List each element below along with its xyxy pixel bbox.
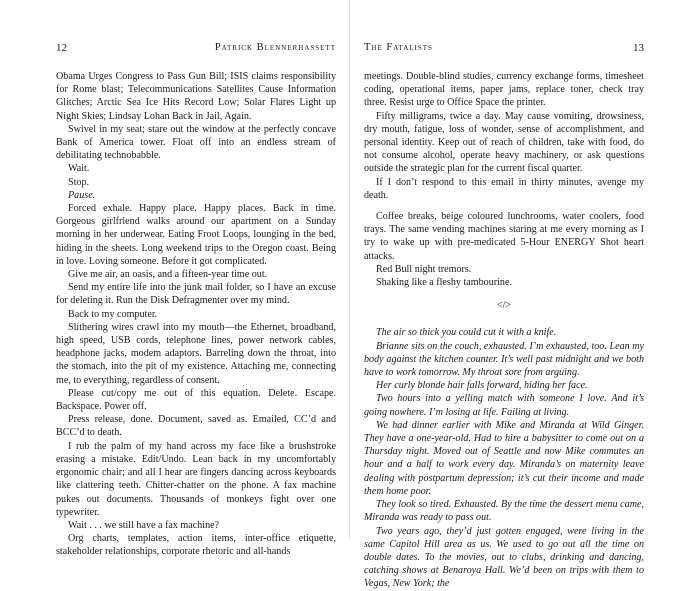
paragraph: Back to my computer. bbox=[68, 308, 158, 320]
paragraph: Stop. bbox=[68, 176, 90, 188]
paragraph: Wait . . . we still have a fax machine? bbox=[68, 519, 220, 531]
paragraph: Send my entire life into the junk mail folder, so I have an excuse for deleting it. Run the Disk Defragmenter over my mind. bbox=[56, 282, 336, 307]
paragraph: Coffee breaks, beige coloured lunchrooms, water coolers, food trays. The same vending machines staring at me every morning as I try to wake up with pre-medicated 5-Hour ENERGY Shot heart attacks. bbox=[364, 211, 644, 262]
paragraph: Slithering wires crawl into my mouth—the Ethernet, broadband, high speed, USB cords, telephone lines, power network cables, headphone jacks, modem adaptors. Barreling down the throat, into the stomach, into the pit of my existence. Attaching me, connecting me, to everything, regardless of consent. bbox=[56, 321, 336, 386]
paragraph: If I don’t respond to this email in thirty minutes, avenge my death. bbox=[364, 176, 644, 201]
left-page bbox=[0, 0, 350, 558]
paragraph: Org charts, templates, action items, inter-office etiquette, stakeholder relationships, corporate rhetoric and all-hands bbox=[56, 533, 336, 558]
paragraph: Brianne sits on the couch, exhausted. I’m exhausted, too. Lean my body against the kitchen counter. It’s well past midnight and we both have to work tomorrow. My throat sore from arguing. bbox=[364, 340, 644, 379]
left-page-header bbox=[56, 34, 336, 58]
paragraph: Wait. bbox=[68, 163, 90, 175]
paragraph: Pause. bbox=[68, 189, 96, 201]
paragraph: Red Bull night tremors. bbox=[376, 263, 472, 275]
page-number-right: 13 bbox=[633, 42, 644, 54]
paragraph: Swivel in my seat; stare out the window at the perfectly concave Bank of America tower. Float off into an endless stream of debilitating technobabble. bbox=[56, 123, 336, 162]
running-head-author: Patrick Blennerhassett bbox=[214, 42, 336, 53]
paragraph: Her curly blonde hair falls forward, hiding her face. bbox=[376, 380, 588, 392]
paragraph: Give me air, an oasis, and a fifteen-year time out. bbox=[68, 269, 268, 281]
paragraph: We had dinner earlier with Mike and Miranda at Wild Ginger. They have a one-year-old. Had to hire a babysitter to come out on a Thursday night. Moved out of Seattle and now Mike commutes an hour and a half to work every day. Miranda’s on maternity leave dealing with postpartum depression; it’s cut their income and made them home poor. bbox=[364, 419, 644, 497]
section-separator: </> bbox=[496, 300, 512, 312]
paragraph: Forced exhale. Happy place. Happy places. Back in time. Gorgeous girlfriend walks around our apartment on a Sunday morning in her underwear. Eating Froot Loops, lounging in the bed, hiding in the sheets. Long weekend trips to the Oregon coast. Being in love. Loving someone. Before it got complicated. bbox=[56, 203, 336, 267]
paragraph: meetings. Double-blind studies, currency exchange forms, timesheet coding, operational items, paper jams, replace toner, check tray three. Resist urge to Office Space the printer. bbox=[364, 71, 644, 109]
paragraph: Two hours into a yelling match with someone I love. And it’s going nowhere. I’m losing at life. Failing at living. bbox=[364, 393, 644, 418]
page-number-left: 12 bbox=[56, 42, 67, 54]
right-page-body bbox=[364, 70, 644, 591]
paragraph: Please cut/copy me out of this equation. Delete. Escape. Backspace. Power off. bbox=[56, 387, 336, 413]
left-page-body bbox=[56, 70, 336, 559]
paragraph: I rub the palm of my hand across my face like a brushstroke erasing a mistake. Edit/Undo. Lean back in my uncomfortably ergonomic chair; and all I hear are fingers dancing across keyboards like clattering teeth. Chitter-chatter on the phone. A fax machine pukes out documents. Thousands of monkeys fight over one typewriter. bbox=[56, 440, 336, 518]
paragraph: They look so tired. Exhausted. By the time the dessert menu came, Miranda was ready to pass out. bbox=[364, 499, 644, 524]
paragraph: Shaking like a fleshy tambourine. bbox=[376, 277, 512, 289]
paragraph: Fifty milligrams, twice a day. May cause vomiting, drowsiness, dry mouth, fatigue, loss of wonder, sense of accomplishment, and personal identity. Keep out of reach of children, take with food, do not consume alcohol, operate heavy machinery, or ask questions outside the strategic plan for the current fiscal quarter. bbox=[364, 110, 644, 175]
paragraph: Two years ago, they’d just gotten engaged, were living in the same Capitol Hill area as us. We used to go out all the time on double dates. To the movies, out to clubs, drinking and dancing, catching shows at Benaroya Hall. We’d been on trips with them to Vegas, New York; the bbox=[364, 525, 644, 590]
paragraph: The air so thick you could cut it with a knife. bbox=[376, 327, 557, 339]
paragraph: Press release, done. Document, saved as. Emailed, CC’d and BCC’d to death. bbox=[56, 414, 336, 439]
right-page bbox=[350, 0, 700, 590]
paragraph: Obama Urges Congress to Pass Gun Bill; ISIS claims responsibility for Rome blast; Telecommunications Satellites Cause Information Glitches; Arctic Sea Ice Hits Record Low; Solar Flares Light up Night Skies; Lindsay Lohan Back in Jail, Again. bbox=[56, 71, 336, 122]
right-page-header bbox=[364, 34, 644, 58]
running-head-title: The Fatalists bbox=[364, 42, 433, 53]
